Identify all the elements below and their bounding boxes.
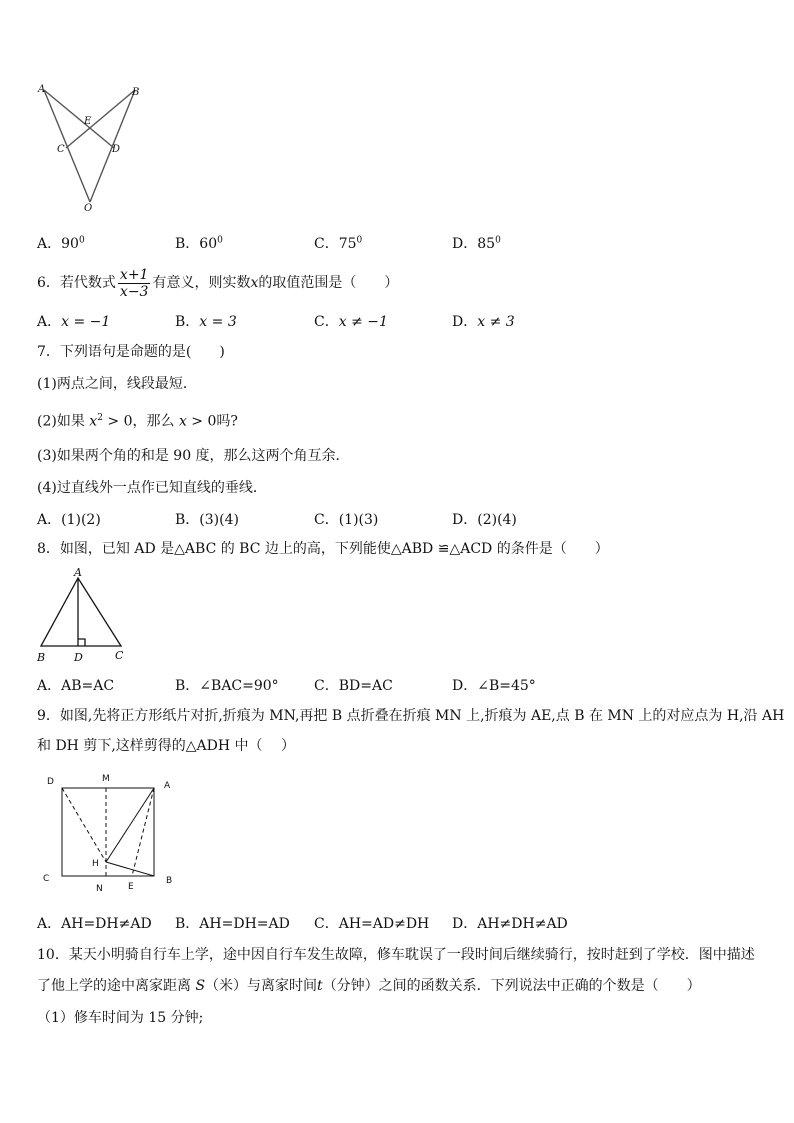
q6-stem: 6．若代数式 $\frac{x+1}{x-3}$ 有意义，则实数x的取值范围是（ ） bbox=[37, 266, 399, 300]
label-M: M bbox=[102, 774, 110, 784]
label-D: D bbox=[47, 777, 54, 787]
q8-stem: 8．如图，已知 AD 是△ABC 的 BC 边上的高，下列能使△ABD ≌△ACD 的条件是（ ） bbox=[37, 541, 609, 557]
q9-option-c[interactable]: C．AH=AD≠DH bbox=[314, 916, 430, 932]
label-C: C bbox=[57, 144, 65, 155]
q7-option-c[interactable]: C．(1)(3) bbox=[314, 512, 379, 528]
q5-option-c[interactable]: C．$75^0$ bbox=[314, 235, 363, 252]
q5-option-d[interactable]: D．$85^0$ bbox=[452, 235, 501, 252]
label-A: A bbox=[74, 566, 82, 579]
q7-option-d[interactable]: D．(2)(4) bbox=[452, 512, 517, 528]
q9-option-b[interactable]: B．AH=DH=AD bbox=[175, 916, 290, 932]
label-C: C bbox=[43, 874, 50, 884]
q9-option-a[interactable]: A．AH=DH≠AD bbox=[37, 916, 152, 932]
q6-fraction: $\frac{x+1}{x-3}$ bbox=[119, 266, 149, 300]
q9-stem-line-1: 9．如图,先将正方形纸片对折,折痕为 MN,再把 B 点折叠在折痕 MN 上,折痕为 AE,点 B 在 MN 上的对应点为 H,沿 AH bbox=[37, 708, 785, 724]
figure-q5 bbox=[30, 80, 160, 215]
q7-option-b[interactable]: B．(3)(4) bbox=[175, 512, 239, 528]
q6-option-b[interactable]: B．x = 3 bbox=[175, 314, 237, 330]
label-B: B bbox=[37, 651, 46, 664]
q8-options bbox=[37, 675, 757, 695]
label-D: D bbox=[112, 144, 121, 155]
q8-option-b[interactable]: B．∠BAC=90° bbox=[175, 678, 279, 694]
q9-option-d[interactable]: D．AH≠DH≠AD bbox=[452, 916, 568, 932]
q10-stem-line-2: 了他上学的途中离家距离 S（米）与离家时间t（分钟）之间的函数关系．下列说法中正确的个数是（ ） bbox=[37, 978, 701, 994]
label-D: D bbox=[74, 651, 83, 664]
q9-options bbox=[37, 913, 757, 933]
label-A: A bbox=[38, 84, 46, 95]
label-A: A bbox=[164, 781, 171, 791]
figure-q8 bbox=[32, 566, 132, 666]
q6-option-c[interactable]: C．x ≠ −1 bbox=[314, 314, 388, 330]
q7-stem: 7．下列语句是命题的是( ) bbox=[37, 344, 225, 360]
label-H: H bbox=[92, 859, 99, 869]
q7-statement-1: (1)两点之间，线段最短． bbox=[37, 376, 197, 392]
q8-option-c[interactable]: C．BD=AC bbox=[314, 678, 393, 694]
label-E: E bbox=[84, 116, 92, 127]
q7-statement-2: (2)如果 $x^2 > 0$，那么 x > 0吗? bbox=[37, 413, 238, 430]
q7-options bbox=[37, 509, 757, 529]
q10-stem-line-1: 10．某天小明骑自行车上学，途中因自行车发生故障，修车耽误了一段时间后继续骑行，按时赶到了学校．图中描述 bbox=[37, 947, 755, 963]
label-B: B bbox=[166, 876, 173, 886]
q7-statement-4: (4)过直线外一点作已知直线的垂线． bbox=[37, 480, 267, 496]
q6-option-d[interactable]: D．x ≠ 3 bbox=[452, 314, 515, 330]
figure-q9 bbox=[36, 768, 186, 896]
q5-option-a[interactable]: A．$90^0$ bbox=[37, 235, 85, 252]
q8-option-a[interactable]: A．AB=AC bbox=[37, 678, 115, 694]
label-C: C bbox=[115, 649, 124, 662]
label-N: N bbox=[96, 884, 103, 894]
q7-option-a[interactable]: A．(1)(2) bbox=[37, 512, 101, 528]
q7-statement-3: (3)如果两个角的和是 90 度，那么这两个角互余． bbox=[37, 448, 350, 464]
q10-statement-1: （1）修车时间为 15 分钟; bbox=[37, 1010, 204, 1026]
q6-option-a[interactable]: A．x = −1 bbox=[37, 314, 111, 330]
q8-option-d[interactable]: D．∠B=45° bbox=[452, 678, 536, 694]
label-B: B bbox=[132, 87, 140, 98]
q5-option-b[interactable]: B．$60^0$ bbox=[175, 235, 223, 252]
q6-options bbox=[37, 311, 757, 331]
q5-options bbox=[37, 233, 757, 253]
label-O: O bbox=[84, 203, 93, 214]
label-E: E bbox=[128, 882, 134, 892]
q9-stem-line-2: 和 DH 剪下,这样剪得的△ADH 中（ ） bbox=[37, 738, 295, 754]
